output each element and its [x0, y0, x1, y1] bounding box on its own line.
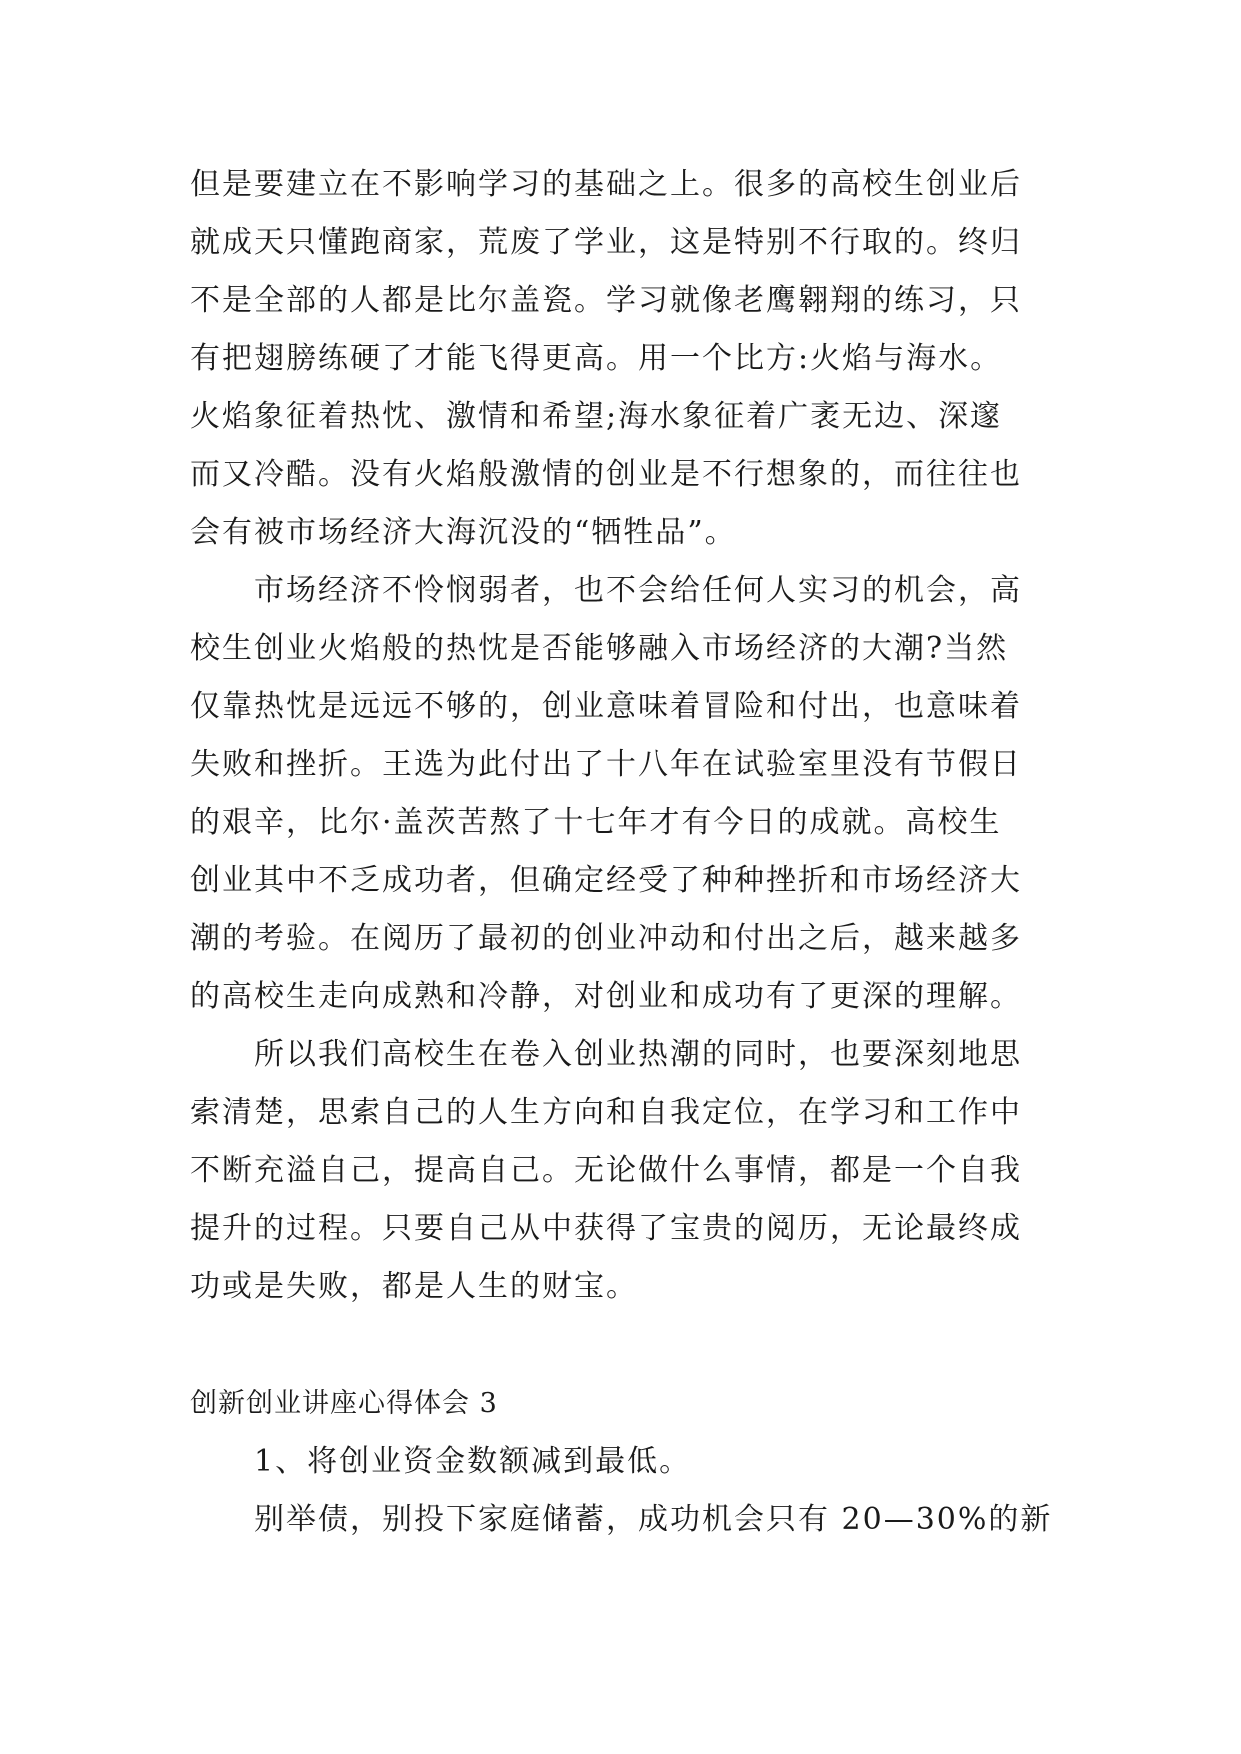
paragraph-line: 仅靠热忱是远远不够的，创业意味着冒险和付出，也意味着 [190, 689, 1022, 724]
paragraph-line: 校生创业火焰般的热忱是否能够融入市场经济的大潮?当然 [190, 631, 1009, 666]
section-heading: 创新创业讲座心得体会 3 [190, 1388, 498, 1419]
paragraph-line: 但是要建立在不影响学习的基础之上。很多的高校生创业后 [190, 167, 1022, 202]
paragraph-line: 市场经济不怜悯弱者，也不会给任何人实习的机会，高 [254, 573, 1022, 608]
paragraph-line: 功或是失败，都是人生的财宝。 [190, 1269, 638, 1304]
paragraph-line: 索清楚，思索自己的人生方向和自我定位，在学习和工作中 [190, 1095, 1022, 1130]
paragraph-line: 的高校生走向成熟和冷静，对创业和成功有了更深的理解。 [190, 979, 1022, 1014]
paragraph-line: 不断充溢自己，提高自己。无论做什么事情，都是一个自我 [190, 1153, 1022, 1188]
paragraph-line: 提升的过程。只要自己从中获得了宝贵的阅历，无论最终成 [190, 1211, 1022, 1246]
paragraph-line: 有把翅膀练硬了才能飞得更高。用一个比方:火焰与海水。 [190, 341, 1003, 376]
paragraph-line: 失败和挫折。王选为此付出了十八年在试验室里没有节假日 [190, 747, 1022, 782]
paragraph-line: 会有被市场经济大海沉没的“牺牲品”。 [190, 515, 737, 550]
paragraph-line: 别举债，别投下家庭储蓄，成功机会只有 20—30%的新 [254, 1502, 1053, 1537]
paragraph-line: 潮的考验。在阅历了最初的创业冲动和付出之后，越来越多 [190, 921, 1022, 956]
paragraph-line: 的艰辛，比尔·盖茨苦熬了十七年才有今日的成就。高校生 [190, 805, 1002, 840]
paragraph-line: 就成天只懂跑商家，荒废了学业，这是特别不行取的。终归 [190, 225, 1022, 260]
paragraph-line: 所以我们高校生在卷入创业热潮的同时，也要深刻地思 [254, 1037, 1022, 1072]
paragraph-line: 而又冷酷。没有火焰般激情的创业是不行想象的，而往往也 [190, 457, 1022, 492]
paragraph-line: 创业其中不乏成功者，但确定经受了种种挫折和市场经济大 [190, 863, 1022, 898]
paragraph-line: 不是全部的人都是比尔盖瓷。学习就像老鹰翱翔的练习，只 [190, 283, 1022, 318]
paragraph-line: 火焰象征着热忱、激情和希望;海水象征着广袤无边、深邃 [190, 399, 1003, 434]
list-item-text: 1、将创业资金数额减到最低。 [254, 1444, 692, 1479]
